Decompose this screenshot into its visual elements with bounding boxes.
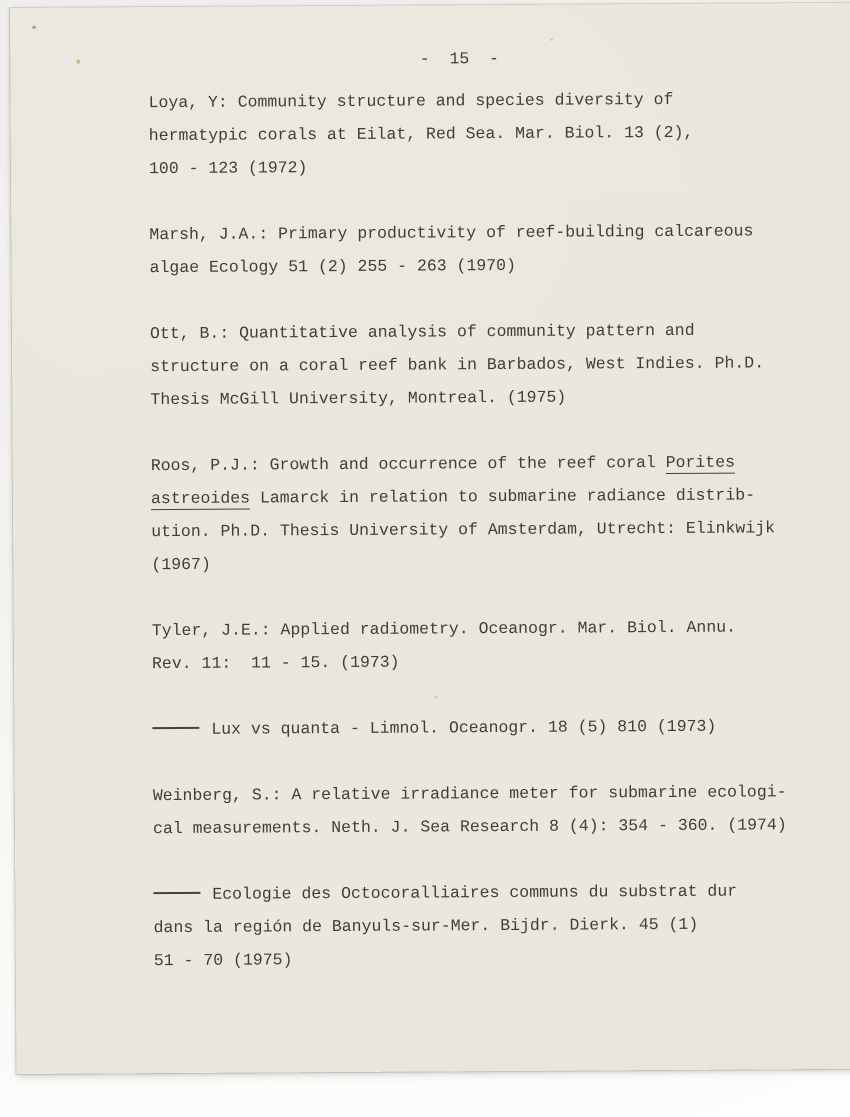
reference-text: Ecologie des Octocoralliaires communs du substrat dur [202, 881, 738, 904]
reference-text: Rev. 11: 11 - 15. (1973) [151, 652, 400, 674]
reference-text: (1967) [151, 554, 211, 575]
reference-text: Weinberg, S.: A relative irradiance meter for submarine ecologi- [152, 782, 787, 806]
reference-text: Tyler, J.E.: Applied radiometry. Oceanogr. Mar. Biol. Annu. [151, 617, 737, 641]
reference-entry [150, 313, 817, 416]
reference-line [154, 907, 820, 944]
reference-line [150, 313, 816, 350]
reference-entry [152, 709, 818, 746]
reference-text: ution. Ph.D. Thesis University of Amsterdam, Utrecht: Elinkwijk [151, 518, 776, 542]
reference-entry [151, 445, 818, 581]
reference-text: cal measurements. Neth. J. Sea Research 8 (4): 354 - 360. (1974) [152, 815, 787, 839]
reference-line [152, 610, 818, 647]
scanned-page [10, 3, 850, 1074]
underlined-species-name: astreoides [150, 488, 251, 509]
reference-line [151, 445, 817, 482]
reference-entry [149, 214, 815, 284]
page-content [10, 3, 850, 1011]
reference-text: Lux vs quanta - Limnol. Oceanogr. 18 (5) 810 (1973) [201, 716, 717, 739]
reference-text: Lamarck in relation to submarine radiance distrib- [249, 485, 756, 508]
reference-text: Thesis McGill University, Montreal. (1975) [150, 387, 567, 410]
reference-text: hermatypic corals at Eilat, Red Sea. Mar. Biol. 13 (2), [148, 122, 694, 146]
reference-line [151, 478, 817, 515]
reference-line [150, 346, 816, 383]
reference-line [153, 808, 819, 845]
reference-entry [153, 775, 819, 845]
reference-text: Roos, P.J.: Growth and occurrence of the reef coral [150, 453, 666, 476]
reference-line [149, 214, 815, 251]
reference-text: Marsh, J.A.: Primary productivity of reef-building calcareous [149, 221, 754, 245]
reference-entry [152, 610, 818, 680]
repeat-author-dash [153, 892, 200, 894]
reference-entry [153, 874, 820, 977]
reference-line [151, 511, 817, 548]
reference-line [154, 940, 820, 977]
reference-line [153, 775, 819, 812]
reference-line [149, 148, 815, 185]
page-number: - 15 - [419, 49, 499, 69]
reference-line [149, 115, 815, 152]
reference-text: dans la región de Banyuls-sur-Mer. Bijdr. Dierk. 45 (1) [153, 914, 699, 938]
references-list [148, 82, 819, 977]
reference-text: algae Ecology 51 (2) 255 - 263 (1970) [149, 255, 517, 278]
reference-text: 100 - 123 (1972) [148, 158, 308, 179]
underlined-species-name: Porites [665, 452, 736, 473]
reference-line [150, 379, 816, 416]
reference-line [153, 874, 819, 911]
reference-line [149, 247, 815, 284]
reference-line [152, 709, 818, 746]
reference-text: Loya, Y: Community structure and species diversity of [148, 89, 674, 113]
reference-text: structure on a coral reef bank in Barbados, West Indies. Ph.D. [150, 353, 765, 377]
reference-line [152, 643, 818, 680]
reference-line [151, 544, 817, 581]
reference-text: 51 - 70 (1975) [153, 950, 293, 971]
repeat-author-dash [152, 727, 199, 729]
reference-entry [148, 82, 815, 185]
reference-line [148, 82, 814, 119]
reference-text: Ott, B.: Quantitative analysis of community pattern and [149, 320, 695, 344]
